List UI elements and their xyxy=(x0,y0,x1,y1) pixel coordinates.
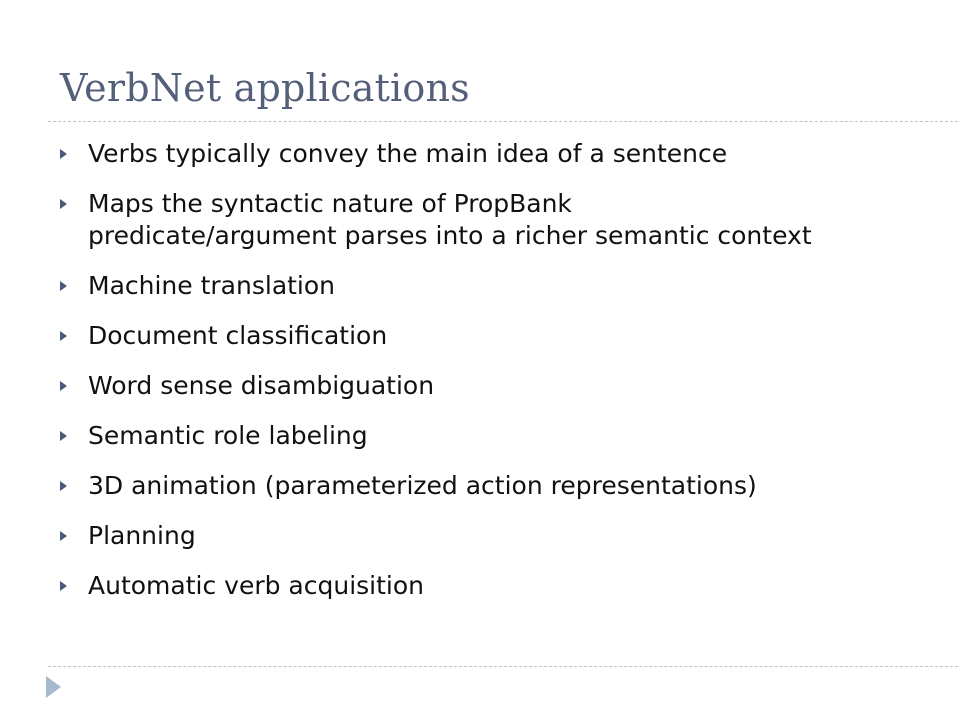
corner-triangle-icon xyxy=(46,676,61,698)
bullet-item xyxy=(60,138,940,170)
bullet-text: Automatic verb acquisition xyxy=(88,571,425,600)
bullet-triangle-icon xyxy=(60,431,67,441)
bullet-text: Planning xyxy=(88,521,196,550)
bullet-text: Document classification xyxy=(88,321,388,350)
bullet-item xyxy=(60,570,940,602)
bullet-triangle-icon xyxy=(60,331,67,341)
footer-divider xyxy=(48,666,960,667)
bullet-item xyxy=(60,320,940,352)
slide-title: VerbNet applications xyxy=(60,66,470,110)
bullet-item xyxy=(60,188,940,252)
bullet-text: Verbs typically convey the main idea of a sentence xyxy=(88,139,728,168)
bullet-item xyxy=(60,470,940,502)
bullet-triangle-icon xyxy=(60,281,67,291)
bullet-text: Semantic role labeling xyxy=(88,421,368,450)
bullet-text: Machine translation xyxy=(88,271,336,300)
bullet-text: Maps the syntactic nature of PropBank predicate/argument parses into a richer semantic context xyxy=(88,189,812,250)
bullet-triangle-icon xyxy=(60,481,67,491)
title-divider xyxy=(48,121,960,122)
bullet-text: Word sense disambiguation xyxy=(88,371,435,400)
bullet-triangle-icon xyxy=(60,531,67,541)
bullet-list xyxy=(60,138,940,620)
bullet-triangle-icon xyxy=(60,381,67,391)
bullet-triangle-icon xyxy=(60,149,67,159)
bullet-triangle-icon xyxy=(60,581,67,591)
bullet-text: 3D animation (parameterized action representations) xyxy=(88,471,757,500)
bullet-item xyxy=(60,370,940,402)
bullet-triangle-icon xyxy=(60,199,67,209)
bullet-item xyxy=(60,420,940,452)
bullet-item xyxy=(60,270,940,302)
bullet-item xyxy=(60,520,940,552)
